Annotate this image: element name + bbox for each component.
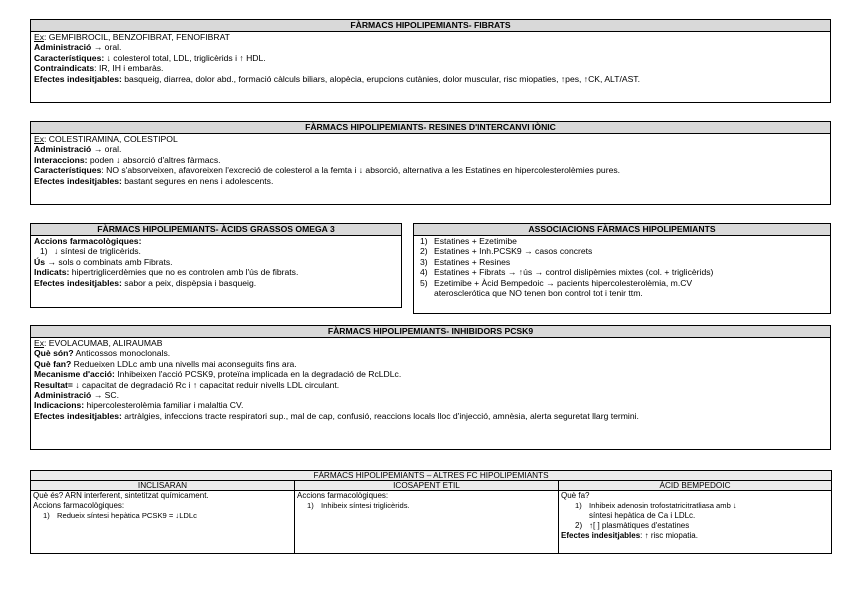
pcsk9-administration: Administració → SC. (34, 390, 120, 401)
bempedoic-cell (559, 491, 832, 554)
pcsk9-examples: Ex: EVOLACUMAB, ALIRAUMAB (34, 338, 163, 348)
omega3-action-item: 1) ↓ síntesi de triglicèrids. (40, 246, 141, 257)
resines-section (30, 121, 831, 205)
fibrats-examples: Ex: GEMFIBROCIL, BENZOFIBRAT, FENOFIBRAT (34, 32, 230, 42)
resines-interactions: Interaccions: poden ↓ absorció d'altres fàrmacs. (34, 154, 221, 165)
fibrats-side-effects: Efectes indesitjables: basqueig, diarrea, dolor abd., formació càlculs biliars, alopècia, erupcions cutànies, dolor muscular, risc miopaties, ↑pes, ↑CK, ALT/AST. (34, 73, 640, 84)
fibrats-characteristics: Característiques: ↓ colesterol total, LDL, triglicèrids i ↑ HDL. (34, 52, 266, 63)
inclisaran-header: INCLISARAN (31, 481, 295, 491)
fibrats-title: FÀRMACS HIPOLIPEMIANTS- FIBRATS (31, 20, 830, 32)
omega3-section (30, 223, 402, 308)
pcsk9-section (30, 325, 831, 450)
pcsk9-indications: Indicacions: hipercolesterolèmia familiar i malaltia CV. (34, 400, 244, 411)
resines-title: FÀRMACS HIPOLIPEMIANTS- RESINES D'INTERCANVI IÒNIC (31, 122, 830, 134)
association-item: 1) Estatines + Ezetimibe (420, 236, 517, 246)
altres-table (30, 470, 832, 554)
bempedoic-what-does: Què fa? (561, 491, 590, 500)
icosapent-actions-label: Accions farmacològiques: (297, 491, 389, 500)
inclisaran-cell (31, 491, 295, 554)
pcsk9-mechanism: Mecanisme d'acció: Inhibeixen l'acció PCSK9, proteïna implicada en la degradació de RcLDLc. (34, 369, 402, 380)
omega3-use: Ús → sols o combinats amb Fibrats. (34, 256, 173, 267)
omega3-title: FÀRMACS HIPOLIPEMIANTS- ÀCIDS GRASSOS OMEGA 3 (31, 224, 401, 236)
icosapent-header: ICOSAPENT ETIL (295, 481, 559, 491)
resines-examples: Ex: COLESTIRAMINA, COLESTIPOL (34, 134, 178, 144)
pcsk9-side-effects: Efectes indesitjables: artràlgies, infeccions tracte respiratori sup., mal de cap, confusió, reaccions locals lloc d'injecció, amnèsia, alerta seguretat llarg termini. (34, 410, 639, 421)
association-item: 4) Estatines + Fibrats → ↑ús → control dislipèmies mixtes (col. + triglicèrids) (420, 267, 714, 278)
omega3-actions-label: Accions farmacològiques: (34, 236, 142, 246)
inclisaran-action-item: 1) Redueix síntesi hepàtica PCSK9 = ↓LDLc (43, 511, 197, 520)
pcsk9-title: FÀRMACS HIPOLIPEMIANTS- INHIBIDORS PCSK9 (31, 326, 830, 338)
pcsk9-result: Resultat= ↓ capacitat de degradació Rc i ↑ capacitat reduir nivells LDL circulant. (34, 379, 340, 390)
omega3-indications: Indicats: hipertriglicerdèmies que no es controlen amb l'ús de fibrats. (34, 267, 299, 278)
fibrats-contraindications: Contraindicats: IR, IH i embaràs. (34, 63, 164, 74)
icosapent-cell (295, 491, 559, 554)
association-item: 3) Estatines + Resines (420, 256, 511, 267)
resines-administration: Administració → oral. (34, 144, 122, 155)
pcsk9-what-are: Què són? Anticossos monoclonals. (34, 348, 171, 359)
bempedoic-side-effects: Efectes indesitjables: ↑ risc miopatia. (561, 531, 698, 540)
pcsk9-what-do: Què fan? Redueixen LDLc amb una nivells mai aconseguits fins ara. (34, 358, 297, 369)
inclisaran-actions-label: Accions farmacològiques: (33, 501, 125, 510)
altres-section (30, 470, 831, 563)
omega3-side-effects: Efectes indesitjables: sabor a peix, dispèpsia i basqueig. (34, 277, 257, 288)
fibrats-administration: Administració → oral. (34, 42, 122, 53)
association-item: 5) Ezetimibe + Àcid Bempedoic → pacients hipercolesterolèmia, m.CV (420, 277, 693, 288)
inclisaran-what-is: Què és? ARN interferent, sintetitzat químicament. (33, 491, 209, 500)
association-item-continuation: aterosclerótica que NO tenen bon control tot i tenir ttm. (434, 288, 643, 299)
resines-side-effects: Efectes indesitjables: bastant segures en nens i adolescents. (34, 175, 274, 186)
fibrats-section (30, 19, 831, 103)
bempedoic-item-1: 1) Inhibeix adenosin trofostatricitratliasa amb ↓ (575, 501, 737, 510)
resines-characteristics: Característiques: NO s'absorveixen, afavoreixen l'excreció de colesterol a la femta i ↓ absorció, alternativa a les Estatines en hipercolesterolèmies pures. (34, 165, 621, 176)
association-item: 2) Estatines + Inh.PCSK9 → casos concrets (420, 246, 593, 257)
bempedoic-header: ÀCID BEMPEDOIC (559, 481, 832, 491)
associacions-title: ASSOCIACIONS FÀRMACS HIPOLIPEMIANTS (414, 224, 830, 236)
altres-title: FÀRMACS HIPOLIPEMIANTS – ALTRES FC HIPOLIPEMIANTS (31, 471, 832, 481)
icosapent-action-item: 1) Inhibeix síntesi triglicèrids. (307, 501, 410, 510)
associacions-section (413, 223, 831, 314)
bempedoic-item-2: 2) ↑[ ] plasmàtiques d'estatines (575, 521, 690, 530)
bempedoic-item-1-cont: síntesi hepàtica de Ca i LDLc. (589, 511, 696, 520)
